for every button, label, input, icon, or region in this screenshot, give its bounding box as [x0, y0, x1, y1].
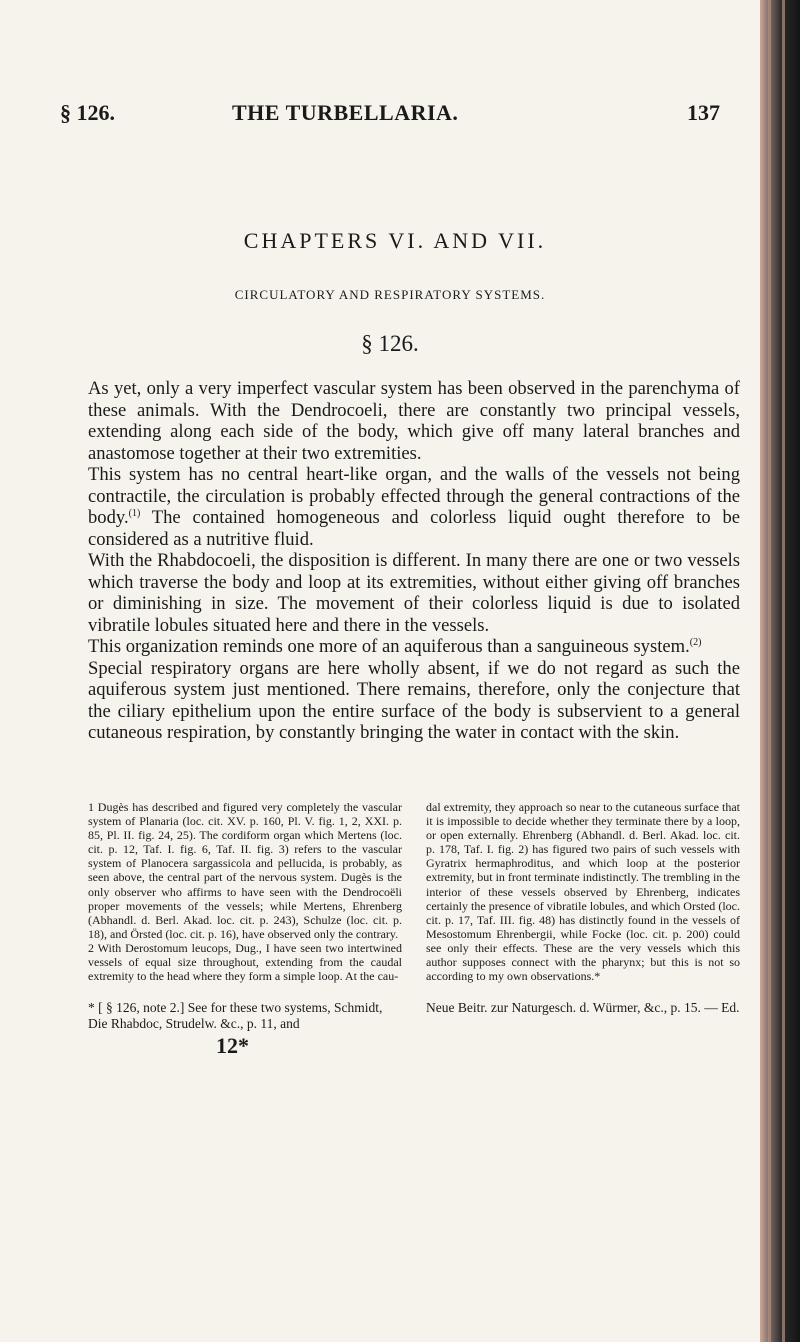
paragraph-4-text: This organization reminds one more of an aquiferous than a sanguineous system. — [88, 636, 690, 657]
running-head-section: § 126. — [60, 100, 115, 125]
running-head-title: THE TURBELLARIA. — [232, 100, 459, 125]
paragraph-2-continuation: The contained homogeneous and colorless liquid ought therefore to be considered as a nutritive fluid. — [88, 507, 741, 550]
paragraph-2 — [88, 464, 740, 550]
running-head — [60, 100, 740, 128]
paragraph-1: As yet, only a very imperfect vascular system has been observed in the parenchyma of these animals. With the Dendrocoeli, there are constantly two principal vessels, extending along each side of the body, which give off many lateral branches and anastomose together at their two extremities. — [88, 378, 740, 464]
spine-stripe — [768, 0, 771, 1342]
footnote-2-continued: dal extremity, they approach so near to the cutaneous surface that it is impossible to decide whether they terminate there by a loop, or open externally. Ehrenberg (Abhandl. d. Berl. Akad. loc. cit. p. 178, Taf. I. fig. 2) has figured two pairs of such vessels with Gyratrix hermaphroditus, and which loop at the posterior extremity, but in front terminate indistinctly. The trembling in the interior of these vessels observed by Ehrenberg, indicates certainly the presence of vibratile lobules, and which Orsted (loc. cit. p. 17, Taf. III. fig. 48) has distinctly found in the vessels of Mesostomum Ehrenbergii, while Focke (loc. cit. p. 200) could see only their effects. These are the very vessels which this author supposes connect with the pharynx; but this is not so according to my own observations.* — [426, 800, 740, 984]
page-number: 137 — [687, 100, 720, 125]
footnote-mark-1[interactable]: (1) — [128, 507, 141, 519]
book-spine-edge — [760, 0, 800, 1342]
editor-note-right: Neue Beitr. zur Naturgesch. d. Würmer, &c., p. 15. — Ed. — [426, 1000, 740, 1015]
section-heading: § 126. — [361, 331, 419, 356]
signature-mark: 12* — [216, 1033, 249, 1058]
footnotes-right-column — [426, 800, 740, 983]
editor-note-left: * [ § 126, note 2.] See for these two systems, Schmidt, Die Rhabdoc, Strudelw. &c., p. 11, and — [88, 1000, 383, 1031]
paragraph-3: With the Rhabdocoeli, the disposition is different. In many there are one or two vessels which traverse the body and loop at its extremities, without either giving off branches or diminishing in size. The movement of their colorless liquid is due to isolated vibratile lobules situated here and there in the vessels. — [88, 550, 740, 636]
spine-stripe — [782, 0, 785, 1342]
footnote-mark-2[interactable]: (2) — [689, 636, 702, 648]
chapter-title: CHAPTERS VI. AND VII. — [243, 228, 547, 253]
chapter-subtitle: CIRCULATORY AND RESPIRATORY SYSTEMS. — [234, 287, 546, 302]
body-text — [88, 378, 740, 744]
footnote-1: 1 Dugès has described and figured very completely the vascular system of Planaria (loc. cit. XV. p. 160, Pl. V. fig. 1, 2, XXI. p. 85, Pl. II. fig. 24, 25). The cordiform organ which Mertens (loc. cit. p. 12, Taf. I. fig. 6, Taf. II. fig. 3) refers to the vascular system of Planocera sargassicola and pellucida, is probably, as seen above, the central part of the nervous system. Dugès is the only observer who affirms to have seen with the Dendrocoëli proper movements of the vessels; while Mertens, Ehrenberg (Abhandl. d. Berl. Akad. loc. cit. p. 243), Schulze (loc. cit. p. 18), and Örsted (loc. cit. p. 16), have observed only the contrary. — [88, 800, 402, 941]
paragraph-5: Special respiratory organs are here wholly absent, if we do not regard as such the aquiferous system just mentioned. There remains, therefore, only the conjecture that the ciliary epithelium upon the entire surface of the body is subservient to a general cutaneous respiration, by constantly bringing the water in contact with the skin. — [88, 657, 740, 743]
footnote-2: 2 With Derostomum leucops, Dug., I have seen two intertwined vessels of equal size throughout, extending from the caudal extremity to the head where they form a simple loop. At the cau- — [88, 940, 402, 984]
paragraph-4 — [88, 636, 740, 658]
paragraph-2-text: This system has no central heart-like organ, and the walls of the vessels not being contractile, the circulation is probably effected through the general contractions of the body. — [88, 464, 740, 528]
footnotes-left-column — [88, 800, 402, 983]
